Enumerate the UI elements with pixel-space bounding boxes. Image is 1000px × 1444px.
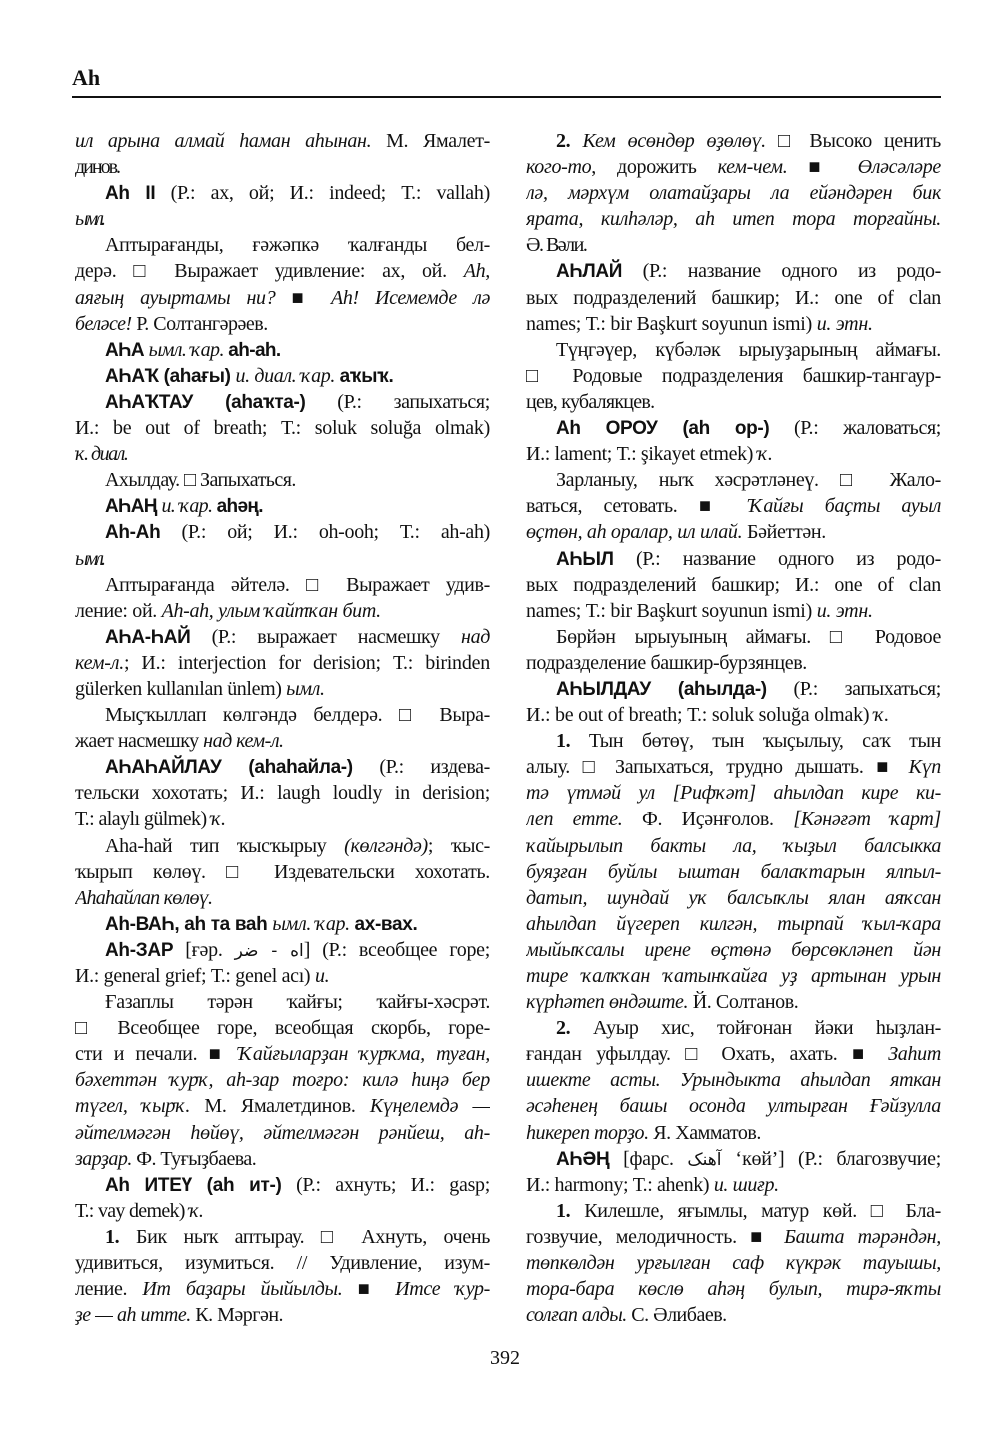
text-line <box>526 128 941 154</box>
text-run: И.: be out of breath; Т.: soluk soluğa olmak) <box>526 704 875 727</box>
text-run: динов. <box>75 156 120 179</box>
entry-paragraph <box>75 180 490 232</box>
text-line <box>526 806 941 832</box>
text-run: Т.: vay demek) <box>75 1199 190 1222</box>
text-line <box>526 989 941 1015</box>
italic-text: (көлгәндә) <box>344 834 428 857</box>
text-run: сти и печали. ■ <box>75 1043 239 1066</box>
text-line <box>75 859 490 885</box>
text-run: Бәйеттән. <box>746 521 826 544</box>
text-line <box>526 1067 941 1093</box>
text-run: Аптырағанда әйтелә. □ Выражает удив- <box>105 573 490 596</box>
text-line <box>75 337 490 363</box>
text-run: И.: be out of breath; Т.: soluk soluğa olmak) <box>75 417 490 440</box>
headword: ах-вах. <box>354 913 418 935</box>
text-line <box>75 1120 490 1146</box>
text-line <box>526 311 941 337</box>
italic-text: над кем-л. <box>203 730 284 753</box>
text-line <box>75 441 490 467</box>
text-run: Й. Солтанов. <box>692 991 799 1014</box>
text-run: [фарс. <box>609 1147 688 1170</box>
text-run: Ә. Вәли. <box>526 234 587 257</box>
text-run: (Р.: ой; И.: oh-ooh; Т.: ah-ah) <box>160 521 490 544</box>
text-line <box>526 1172 941 1198</box>
entry-paragraph <box>75 337 490 363</box>
text-run: ■ <box>357 1278 396 1301</box>
text-run: жает насмешку <box>75 730 204 753</box>
text-run: □ Родовые подразделения башкир-тангаур- <box>526 364 941 387</box>
italic-text: Ҡайғы баҫты ауыл <box>748 495 941 518</box>
text-run: И.: general grief; Т.: genel acı) <box>75 965 315 987</box>
italic-text: Аһаһайлап көлөү. <box>75 886 213 909</box>
sense-number: 2. <box>556 130 583 152</box>
headword: аһәң. <box>216 496 263 518</box>
entry-paragraph <box>75 519 490 571</box>
headword: АҺЫЛ <box>556 548 614 570</box>
headword: Аһ ОРОУ (аһ ор-) <box>556 418 770 440</box>
sense-number: 1. <box>105 1225 136 1248</box>
text-run: И.: lament; Т.: şikayet etmek) <box>526 443 758 466</box>
text-run: ҡырып көлөү. □ Издевательски хохотать. <box>75 860 490 883</box>
text-line <box>75 1146 490 1172</box>
text-line <box>75 154 490 180</box>
text-line <box>75 780 490 806</box>
text-run: удивиться, изумиться. // Удивление, изум- <box>75 1252 490 1275</box>
italic-text: ымл. ҡар. <box>272 912 355 935</box>
text-line <box>526 493 941 519</box>
italic-text: бәхеттән ҡурҡ, аһ-зар тоғро: килә һиңә бер <box>75 1069 490 1092</box>
italic-text: ярата, килһәләр, аһ итеп тора торғайны. <box>526 208 941 231</box>
italic-text: әсәһенең башы осонда ултырған Ғәйзулла <box>526 1095 941 1118</box>
text-run: гозвучие, мелодичность. ■ <box>526 1225 785 1248</box>
italic-text: и. диал. ҡар. <box>235 364 340 387</box>
text-run: Ғазаплы тәрән ҡайғы; ҡайғы-хәсрәт. <box>105 991 490 1014</box>
text-run: (Р.: выражает насмешку <box>190 625 462 648</box>
entry-paragraph <box>75 937 490 989</box>
italic-text: и. <box>314 965 330 987</box>
headword: аһ-аһ. <box>228 339 281 361</box>
text-line <box>75 546 490 572</box>
text-line <box>75 285 490 311</box>
text-run: вых подразделений башкир; И.: one of clan <box>526 573 941 596</box>
italic-text: әйтелмәгән һөйөү, әйтелмәгән рәнйеш, аһ- <box>75 1121 490 1144</box>
text-run: gülerken kullanılan ünlem) <box>75 677 287 700</box>
italic-text: Аһ-аһ, улым ҡайтҡан бит. <box>161 599 381 622</box>
text-run: дерә. □ Выражает удивление: ах, ой. <box>75 260 464 283</box>
headword: Аһ ИТЕҮ (аһ ит-) <box>105 1174 282 1196</box>
text-line <box>75 937 490 963</box>
text-line <box>75 363 490 389</box>
italic-text: Заһит <box>888 1043 941 1066</box>
text-line <box>75 311 490 337</box>
entry-paragraph <box>526 1015 941 1145</box>
text-line <box>75 1198 490 1224</box>
text-line <box>526 415 941 441</box>
text-run: ; И.: interjection for derision; Т.: birinden <box>123 651 490 674</box>
italic-text: ҙе — аһ итте. <box>75 1304 196 1327</box>
text-line <box>526 780 941 806</box>
text-line <box>526 1250 941 1276</box>
italic-text: над <box>461 625 490 648</box>
text-run: цев, кубалякцев. <box>526 390 655 413</box>
entry-paragraph <box>75 702 490 754</box>
text-line <box>75 206 490 232</box>
page-number: 392 <box>490 1347 520 1369</box>
italic-text: түгел, ҡырҡ. <box>75 1095 205 1118</box>
entry-paragraph <box>75 1172 490 1224</box>
italic-text: Өләсәләре <box>857 156 941 179</box>
italic-text: и. этн. <box>816 599 873 622</box>
entry-paragraph <box>75 1224 490 1328</box>
italic-text: [Кәнәғәт ҡарт] <box>793 808 941 831</box>
italic-text: Күңелемдә — <box>369 1095 490 1118</box>
italic-text: буяҙған буйлы ыштан балаҡтарын ялпыл- <box>526 860 941 883</box>
text-line <box>526 258 941 284</box>
text-run: (Р.: жаловаться; <box>769 417 941 440</box>
text-run: Бик ныҡ аптырау. □ Ахнуть, очень <box>135 1225 490 1248</box>
text-run: подразделение башкир-бурзянцев. <box>526 651 807 674</box>
italic-text: Ит баҙары йыйылды. <box>142 1278 358 1301</box>
italic-text: зарҙар. <box>75 1147 137 1170</box>
text-run: Ауыр хис, тойғонан йәки һыҙлан- <box>593 1017 941 1040</box>
headword: Аһ-Аһ <box>105 522 161 544</box>
text-run: алыу. □ Запыхаться, трудно дышать. ■ <box>526 756 909 779</box>
text-line <box>526 833 941 859</box>
text-run: ‘көй’] (Р.: благозвучие; <box>721 1147 941 1170</box>
text-line <box>526 1276 941 1302</box>
italic-text: Күп <box>908 756 941 779</box>
entry-paragraph <box>526 728 941 1015</box>
text-line <box>526 154 941 180</box>
text-run: М. Ямалет- <box>386 130 490 152</box>
text-line <box>526 441 941 467</box>
text-line <box>75 702 490 728</box>
italic-text: датып, шундай уҡ балсыҡлы ялан аяҡсан <box>526 886 941 909</box>
italic-text: мыйыҡсалы ирене өҫтөнә бөрсөкләнеп йән <box>526 938 941 961</box>
headword: аҡыҡ. <box>339 365 394 387</box>
italic-text: тире ҡалҡҡан ҡатынҡайға уҙ артынан урын <box>526 965 941 987</box>
text-run: □ Высоко ценить <box>778 130 941 152</box>
text-line <box>526 1146 941 1172</box>
text-line <box>75 128 490 154</box>
text-run: (Р.: ахнуть; И.: gasp; <box>281 1173 490 1196</box>
text-line <box>75 232 490 258</box>
text-run: Бөрйән ырыуының аймағы. □ Родовое <box>556 625 941 648</box>
text-line <box>526 519 941 545</box>
italic-text: Итсе ҡур- <box>395 1278 490 1301</box>
text-run: Аптырағанды, ғәжәпкә ҡалғанды бел- <box>105 234 490 257</box>
text-run: Килешле, яғымлы, матур көй. □ Бла- <box>584 1199 941 1222</box>
text-line <box>526 1015 941 1041</box>
text-line <box>526 1041 941 1067</box>
text-run: И.: harmony; Т.: ahenk) <box>526 1173 714 1196</box>
text-line <box>526 1224 941 1250</box>
text-line <box>75 467 490 493</box>
entry-paragraph <box>526 467 941 545</box>
italic-text: ҡайырылып бакты ла, ҡыҙыл балсыкка <box>526 834 941 857</box>
text-line <box>75 650 490 676</box>
text-line <box>526 728 941 754</box>
text-line <box>75 258 490 284</box>
text-run: ■ <box>808 156 858 179</box>
text-run: С. Әлибаев. <box>631 1304 727 1327</box>
text-run: ление. <box>75 1278 143 1301</box>
headword: Аһ II <box>105 183 156 205</box>
text-line <box>75 728 490 754</box>
entry-paragraph <box>526 415 941 467</box>
italic-text: ымл. <box>75 547 104 570</box>
headword: АҺЛАЙ <box>556 261 623 283</box>
entry-paragraph <box>526 128 941 258</box>
text-line <box>526 624 941 650</box>
entry-paragraph <box>75 989 490 1172</box>
headword: Аһ-ВАҺ, аһ та ваһ <box>105 913 273 935</box>
entry-paragraph <box>526 337 941 415</box>
italic-text: кем-чем. <box>717 156 809 179</box>
text-line <box>526 1120 941 1146</box>
text-line <box>75 1015 490 1041</box>
text-run: Зарланыу, ныҡ хәсрәтләнеү. □ Жало- <box>556 469 941 492</box>
entry-paragraph <box>75 389 490 467</box>
headword: АҺӘҢ <box>556 1148 610 1170</box>
text-line <box>75 624 490 650</box>
text-line <box>526 937 941 963</box>
text-run: Ф. Туғыҙбаева. <box>136 1147 257 1170</box>
text-run: Ахылдау. □ Запыхаться. <box>105 469 296 492</box>
text-run: □ Всеобщее горе, всеобщая скорбь, горе- <box>75 1017 490 1040</box>
italic-text: лә, мәрхүм олатайҙары ла ейәндәрен бик <box>526 182 941 205</box>
text-line <box>75 493 490 519</box>
text-run: (Р.: издева- <box>352 756 490 779</box>
italic-text: ишекте асты. Урындыкта аһылдап яткан <box>526 1069 941 1092</box>
italic-text: Ҡайғыларҙан ҡурҡма, туған, <box>238 1043 490 1066</box>
text-run: ление: ой. <box>75 599 162 622</box>
headword: АҺАҠТАУ (аһаҡта-) <box>105 391 306 413</box>
entry-paragraph <box>526 624 941 676</box>
entry-paragraph <box>75 572 490 624</box>
text-line <box>526 650 941 676</box>
text-run: К. Мәргән. <box>195 1304 284 1327</box>
entry-paragraph <box>75 911 490 937</box>
text-line <box>526 467 941 493</box>
italic-text: ҡ. <box>757 443 773 466</box>
text-line <box>75 389 490 415</box>
text-run: (Р.: ах, ой; И.: indeed; Т.: vallah) <box>155 182 490 205</box>
entry-paragraph <box>526 546 941 624</box>
italic-text: өҫтөн, аһ оралар, ил илай. <box>526 521 747 544</box>
header-rule <box>72 96 941 98</box>
right-column <box>526 128 941 1328</box>
text-line <box>75 885 490 911</box>
headword: АҺА-ҺАЙ <box>105 626 191 648</box>
italic-text: кем-л. <box>75 651 124 674</box>
text-line <box>75 415 490 441</box>
text-run: (Р.: запыхаться; <box>766 677 941 700</box>
text-line <box>526 702 941 728</box>
text-line <box>75 1250 490 1276</box>
sense-number: 1. <box>556 730 589 753</box>
text-line <box>75 1067 490 1093</box>
entry-paragraph <box>526 1146 941 1198</box>
headword: АҺА <box>105 339 149 361</box>
text-run: names; Т.: bir Başkurt soyunun ismi) <box>526 312 817 335</box>
text-run: [ғәр. <box>173 938 235 961</box>
italic-text: төпкөлдән урғылған саф күкрәк тауышы, <box>526 1252 941 1275</box>
italic-text: и. шиғр. <box>713 1173 779 1196</box>
text-run: Р. Солтангәрәев. <box>136 312 268 335</box>
italic-text: ҡ. <box>189 1199 204 1222</box>
italic-text: Башта тәрәндән, <box>784 1225 941 1248</box>
italic-text: аһылдап йүгереп килгән, тырпай ҡыл-ҡара <box>526 912 941 935</box>
entry-paragraph <box>75 493 490 519</box>
text-run: Мыҫҡыллап көлгәндә белдерә. □ Выра- <box>105 704 490 727</box>
text-line <box>526 206 941 232</box>
text-run: Я. Хамматов. <box>653 1121 761 1144</box>
text-line <box>75 180 490 206</box>
italic-text: аяғың ауыртамы ни? <box>75 286 292 309</box>
text-line <box>75 1276 490 1302</box>
italic-text: Кем өсөндөр өҙөлөү. <box>582 130 779 152</box>
text-run: names; Т.: bir Başkurt soyunun ismi) <box>526 599 817 622</box>
text-run: , дорожить <box>591 156 718 179</box>
text-line <box>526 1093 941 1119</box>
text-line <box>526 598 941 624</box>
italic-text: тора-бара көслө аһәң булып, тирә-яҡты <box>526 1278 941 1301</box>
entry-paragraph <box>75 363 490 389</box>
italic-text: ымл. ҡар. <box>148 338 229 361</box>
text-line <box>526 911 941 937</box>
italic-text: ымл. <box>286 677 325 700</box>
text-line <box>526 389 941 415</box>
arabic-script: اه - ضر <box>234 940 304 961</box>
text-run: ■ <box>291 286 331 309</box>
headword: АҺЫЛДАУ (аһылда-) <box>556 678 767 700</box>
text-run: ғандан уфылдау. □ Охать, ахать. ■ <box>526 1043 889 1066</box>
headword: Аһ-ЗАР <box>105 939 174 961</box>
text-line <box>75 754 490 780</box>
text-line <box>526 285 941 311</box>
headword: АҺАҺАЙЛАУ (аһаһайла-) <box>105 757 353 779</box>
italic-text: Аһ, <box>463 260 490 283</box>
entry-paragraph <box>75 128 490 180</box>
text-line <box>526 676 941 702</box>
text-run: вых подразделений башкир; И.: one of clan <box>526 286 941 309</box>
text-run: Аһа-һай тип ҡысҡырыу <box>105 834 345 857</box>
text-run: М. Ямалетдинов. <box>204 1095 370 1118</box>
text-run: (Р.: название одного из родо- <box>613 547 941 570</box>
text-run: Тын бөтөү, тын ҡыҫылыу, саҡ тын <box>588 730 941 753</box>
text-line <box>526 180 941 206</box>
text-line <box>526 546 941 572</box>
text-line <box>75 989 490 1015</box>
text-line <box>75 1224 490 1250</box>
headword: АҺАҠ (аһағы) <box>105 365 236 387</box>
italic-text: ҡ. <box>874 704 890 727</box>
text-line <box>75 963 490 989</box>
text-run: Ф. Иҫәнғолов. <box>641 808 794 831</box>
entry-paragraph <box>526 258 941 336</box>
entry-paragraph <box>75 754 490 832</box>
text-run: тельски хохотать; И.: laugh loudly in derision; <box>75 782 490 805</box>
text-run: ] (Р.: всеобщее горе; <box>303 938 490 961</box>
italic-text: солғап алды. <box>526 1304 632 1327</box>
text-line <box>526 232 941 258</box>
running-head: Аһ <box>72 65 101 90</box>
text-line <box>526 1198 941 1224</box>
text-line <box>75 1041 490 1067</box>
text-line <box>75 806 490 832</box>
arabic-script: آهنک <box>687 1149 722 1170</box>
text-line <box>75 598 490 624</box>
text-line <box>526 963 941 989</box>
text-line <box>75 911 490 937</box>
text-line <box>75 572 490 598</box>
italic-text: беләсе! <box>75 312 137 335</box>
sense-number: 1. <box>556 1199 585 1222</box>
text-line <box>75 676 490 702</box>
text-run: (Р.: запыхаться; <box>305 390 490 413</box>
text-run: (Р.: название одного из родо- <box>622 260 941 283</box>
text-line <box>526 1302 941 1328</box>
text-line <box>75 1093 490 1119</box>
text-run: Т.: alaylı gülmek) <box>75 808 211 831</box>
left-column <box>75 128 490 1328</box>
text-line <box>75 833 490 859</box>
italic-text: леп етте. <box>526 808 642 831</box>
entry-paragraph <box>75 833 490 911</box>
italic-text: ҡ. диал. <box>75 443 128 466</box>
italic-text: и. этн. <box>816 312 873 335</box>
text-run: ваться, сетовать. ■ <box>526 495 749 518</box>
text-line <box>526 859 941 885</box>
sense-number: 2. <box>556 1017 593 1040</box>
italic-text: Аһ! Исемемде лә <box>330 286 490 309</box>
text-line <box>526 363 941 389</box>
headword: АҺАҢ <box>105 496 162 518</box>
italic-text: ымл. <box>75 208 104 231</box>
italic-text: ил арына алмай һаман аһынан. <box>75 130 387 152</box>
entry-paragraph <box>75 624 490 702</box>
entry-paragraph <box>75 467 490 493</box>
text-run: ; ҡыс- <box>427 834 490 857</box>
italic-text: ҡ. <box>210 808 226 831</box>
text-line <box>75 1302 490 1328</box>
entry-paragraph <box>75 232 490 336</box>
entry-paragraph <box>526 1198 941 1328</box>
italic-text: күрһәтеп өндәште. <box>526 991 693 1014</box>
text-line <box>75 1172 490 1198</box>
text-run: Түңгәүер, күбәләк ырыуҙарының аймағы. <box>556 338 941 361</box>
entry-paragraph <box>526 676 941 728</box>
italic-text: и. ҡар. <box>161 495 217 518</box>
text-line <box>75 519 490 545</box>
text-line <box>526 337 941 363</box>
italic-text: тә үтмәй ул [Рифҡәт] аһылдап кире ки- <box>526 782 941 805</box>
italic-text: һикереп торҙо. <box>526 1121 654 1144</box>
text-line <box>526 885 941 911</box>
text-line <box>526 754 941 780</box>
text-line <box>526 572 941 598</box>
italic-text: кого-то <box>526 156 592 179</box>
